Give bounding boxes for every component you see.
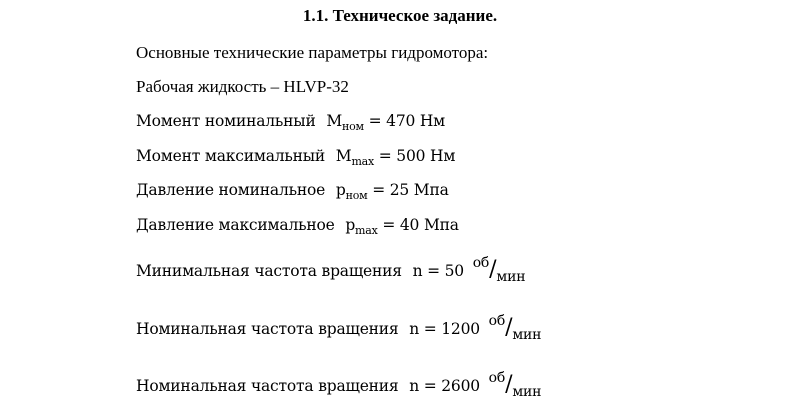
param-symbol: p [345,216,356,234]
param-symbol: M [335,147,352,165]
unit-numerator: об [472,255,490,271]
param-subscript: ном [345,189,368,202]
unit-fraction [473,255,526,285]
param-pressure-nominal [136,181,449,202]
section-heading: 1.1. Техническое задание. [302,6,498,25]
param-torque-max [136,147,455,168]
intro-title: Основные технические параметры гидромотора: [136,43,489,62]
param-value: = 25 Мпа [372,181,449,199]
param-label: Минимальная частота вращения [136,262,402,280]
param-expression: n = 1200 [409,320,480,338]
param-expression: n = 2600 [409,377,480,395]
param-torque-nominal [136,112,445,133]
param-value: = 500 Нм [378,147,456,165]
param-subscript: max [351,155,375,168]
param-expression: n = 50 [412,262,464,280]
unit-denominator: мин [512,384,542,400]
param-value: = 40 Мпа [382,216,459,234]
param-label: Номинальная частота вращения [136,320,399,338]
param-label: Давление максимальное [136,216,335,234]
param-pressure-max [136,216,459,237]
param-label: Номинальная частота вращения [136,377,399,395]
unit-numerator: об [488,313,506,329]
unit-slash: / [505,372,513,397]
unit-slash: / [489,257,497,282]
unit-fraction [489,313,542,343]
param-speed-nominal-2 [136,370,541,400]
param-speed-min [136,255,525,285]
param-label: Давление номинальное [136,181,326,199]
param-subscript: ном [341,120,364,133]
param-label: Момент номинальный [136,112,316,130]
unit-denominator: мин [512,327,542,343]
param-subscript: max [355,224,378,237]
param-symbol: M [326,112,342,130]
working-fluid: Рабочая жидкость – HLVP-32 [136,77,349,96]
unit-numerator: об [488,370,506,386]
param-speed-nominal [136,313,541,343]
unit-slash: / [505,315,513,340]
param-value: = 470 Нм [368,112,446,130]
unit-denominator: мин [496,269,526,285]
unit-fraction [489,370,542,400]
param-symbol: p [335,181,346,199]
param-label: Момент максимальный [136,147,326,165]
